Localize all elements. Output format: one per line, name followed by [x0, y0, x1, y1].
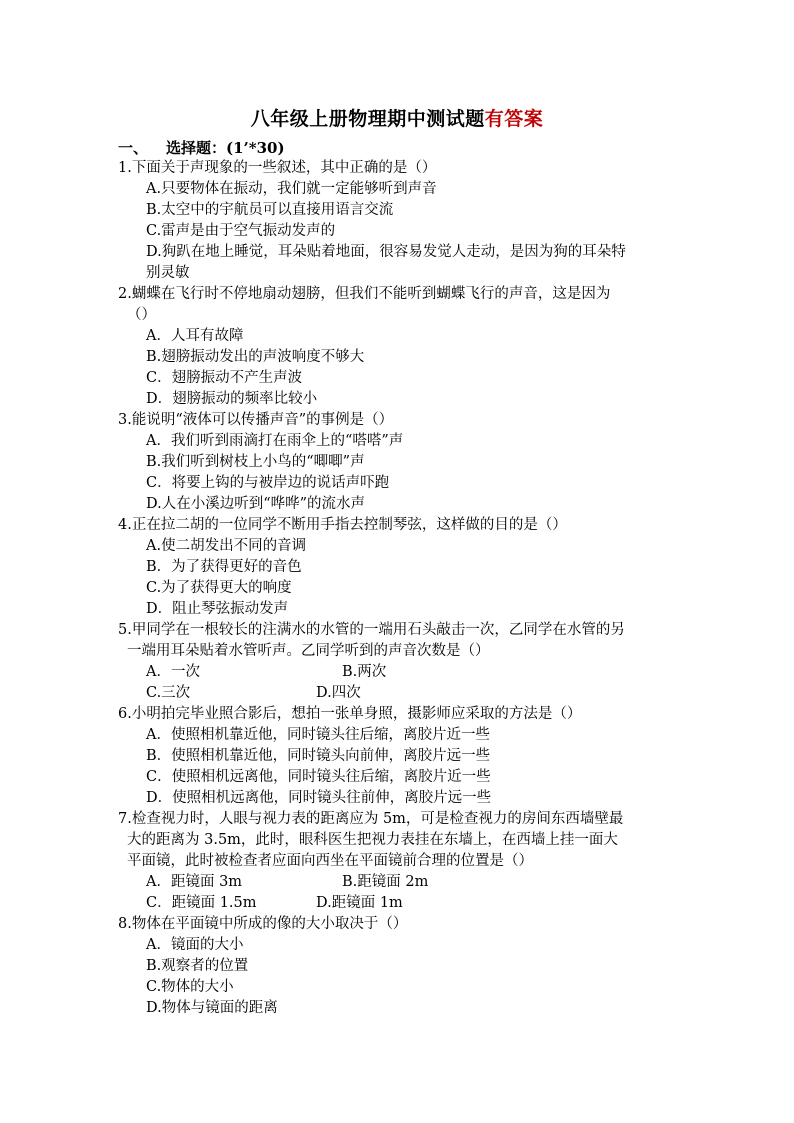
option-d: D．阻止琴弦振动发声: [146, 601, 289, 617]
question-7: [118, 809, 678, 914]
option-b: B.距镜面 2m: [342, 874, 429, 890]
option-d: D.物体与镜面的距离: [146, 1000, 278, 1016]
option-d-continued: 别灵敏: [146, 265, 190, 281]
document-title: [0, 104, 794, 131]
title-highlight: 有答案: [484, 108, 544, 130]
question-stem-continued: 一端用耳朵贴着水管听声。乙同学听到的声音次数是（）: [127, 643, 490, 659]
option-a: A．人耳有故障: [146, 328, 244, 344]
option-c: C．翅膀振动不产生声波: [146, 370, 303, 386]
option-c: C.三次: [146, 685, 191, 701]
question-stem: 1.下面关于声现象的一些叙述，其中正确的是（）: [118, 160, 437, 176]
option-a: A．距镜面 3m: [146, 874, 243, 890]
section-label: 选择题：(1’*30): [166, 139, 285, 157]
question-1: [118, 158, 678, 284]
option-c: C．使照相机远离他，同时镜头往后缩，离胶片近一些: [146, 769, 491, 785]
section-number: 一、: [118, 139, 149, 157]
option-d: D.四次: [316, 685, 361, 701]
question-stem: 4.正在拉二胡的一位同学不断用手指去控制琴弦，这样做的目的是（）: [118, 517, 567, 533]
question-stem: 8.物体在平面镜中所成的像的大小取决于（）: [118, 916, 408, 932]
option-a: A．使照相机靠近他，同时镜头往后缩，离胶片近一些: [146, 727, 490, 743]
option-a: A.只要物体在振动，我们就一定能够听到声音: [146, 181, 437, 197]
option-d: D.距镜面 1m: [316, 895, 403, 911]
option-a: A.使二胡发出不同的音调: [146, 538, 307, 554]
title-main: 八年级上册物理期中测试题: [250, 108, 485, 130]
option-b: B.观察者的位置: [146, 958, 249, 974]
option-d: D.人在小溪边听到“哗哗”的流水声: [146, 496, 366, 512]
option-d: D．使照相机远离他，同时镜头往前伸，离胶片远一些: [146, 790, 492, 806]
question-5: [118, 620, 678, 704]
options-row-2: [118, 893, 678, 914]
question-stem: 3.能说明“液体可以传播声音”的事例是（）: [118, 412, 394, 428]
option-b: B.翅膀振动发出的声波响度不够大: [146, 349, 365, 365]
option-d: D．翅膀振动的频率比较小: [146, 391, 318, 407]
question-stem: 6.小明拍完毕业照合影后，想拍一张单身照，摄影师应采取的方法是（）: [118, 706, 582, 722]
option-c: C.为了获得更大的响度: [146, 580, 292, 596]
question-2: [118, 284, 678, 410]
question-stem: 5.甲同学在一根较长的注满水的水管的一端用石头敲击一次，乙同学在水管的另: [118, 622, 625, 638]
question-stem-continued: 大的距离为 3.5m，此时，眼科医生把视力表挂在东墙上，在西墙上挂一面大: [127, 832, 618, 848]
option-c: C.雷声是由于空气振动发声的: [146, 223, 336, 239]
question-stem: 7.检查视力时，人眼与视力表的距离应为 5m，可是检查视力的房间东西墙壁最: [118, 811, 624, 827]
options-row-2: [118, 683, 678, 704]
option-c: C．距镜面 1.5m: [146, 895, 257, 911]
question-8: [118, 914, 678, 1019]
option-b: B.两次: [342, 664, 387, 680]
question-stem-continued: （）: [127, 307, 156, 323]
option-b: B．为了获得更好的音色: [146, 559, 302, 575]
question-4: [118, 515, 678, 620]
option-d: D.狗趴在地上睡觉，耳朵贴着地面，很容易发觉人走动，是因为狗的耳朵特: [146, 244, 626, 260]
question-list: [118, 158, 678, 1019]
option-a: A．一次: [146, 664, 200, 680]
option-c: C.物体的大小: [146, 979, 234, 995]
question-stem-continued-2: 平面镜，此时被检查者应面向西坐在平面镜前合理的位置是（）: [127, 853, 533, 869]
option-b: B.我们听到树枝上小鸟的“唧唧”声: [146, 454, 365, 470]
question-3: [118, 410, 678, 515]
option-a: A．镜面的大小: [146, 937, 244, 953]
options-row-1: [118, 662, 678, 683]
question-6: [118, 704, 678, 809]
option-c: C．将要上钩的与被岸边的说话声吓跑: [146, 475, 390, 491]
option-a: A．我们听到雨滴打在雨伞上的“嗒嗒”声: [146, 433, 404, 449]
section-heading: [118, 137, 285, 158]
question-stem: 2.蝴蝶在飞行时不停地扇动翅膀，但我们不能听到蝴蝶飞行的声音，这是因为: [118, 286, 611, 302]
options-row-1: [118, 872, 678, 893]
option-b: B.太空中的宇航员可以直接用语言交流: [146, 202, 394, 218]
option-b: B．使照相机靠近他，同时镜头向前伸，离胶片远一些: [146, 748, 491, 764]
